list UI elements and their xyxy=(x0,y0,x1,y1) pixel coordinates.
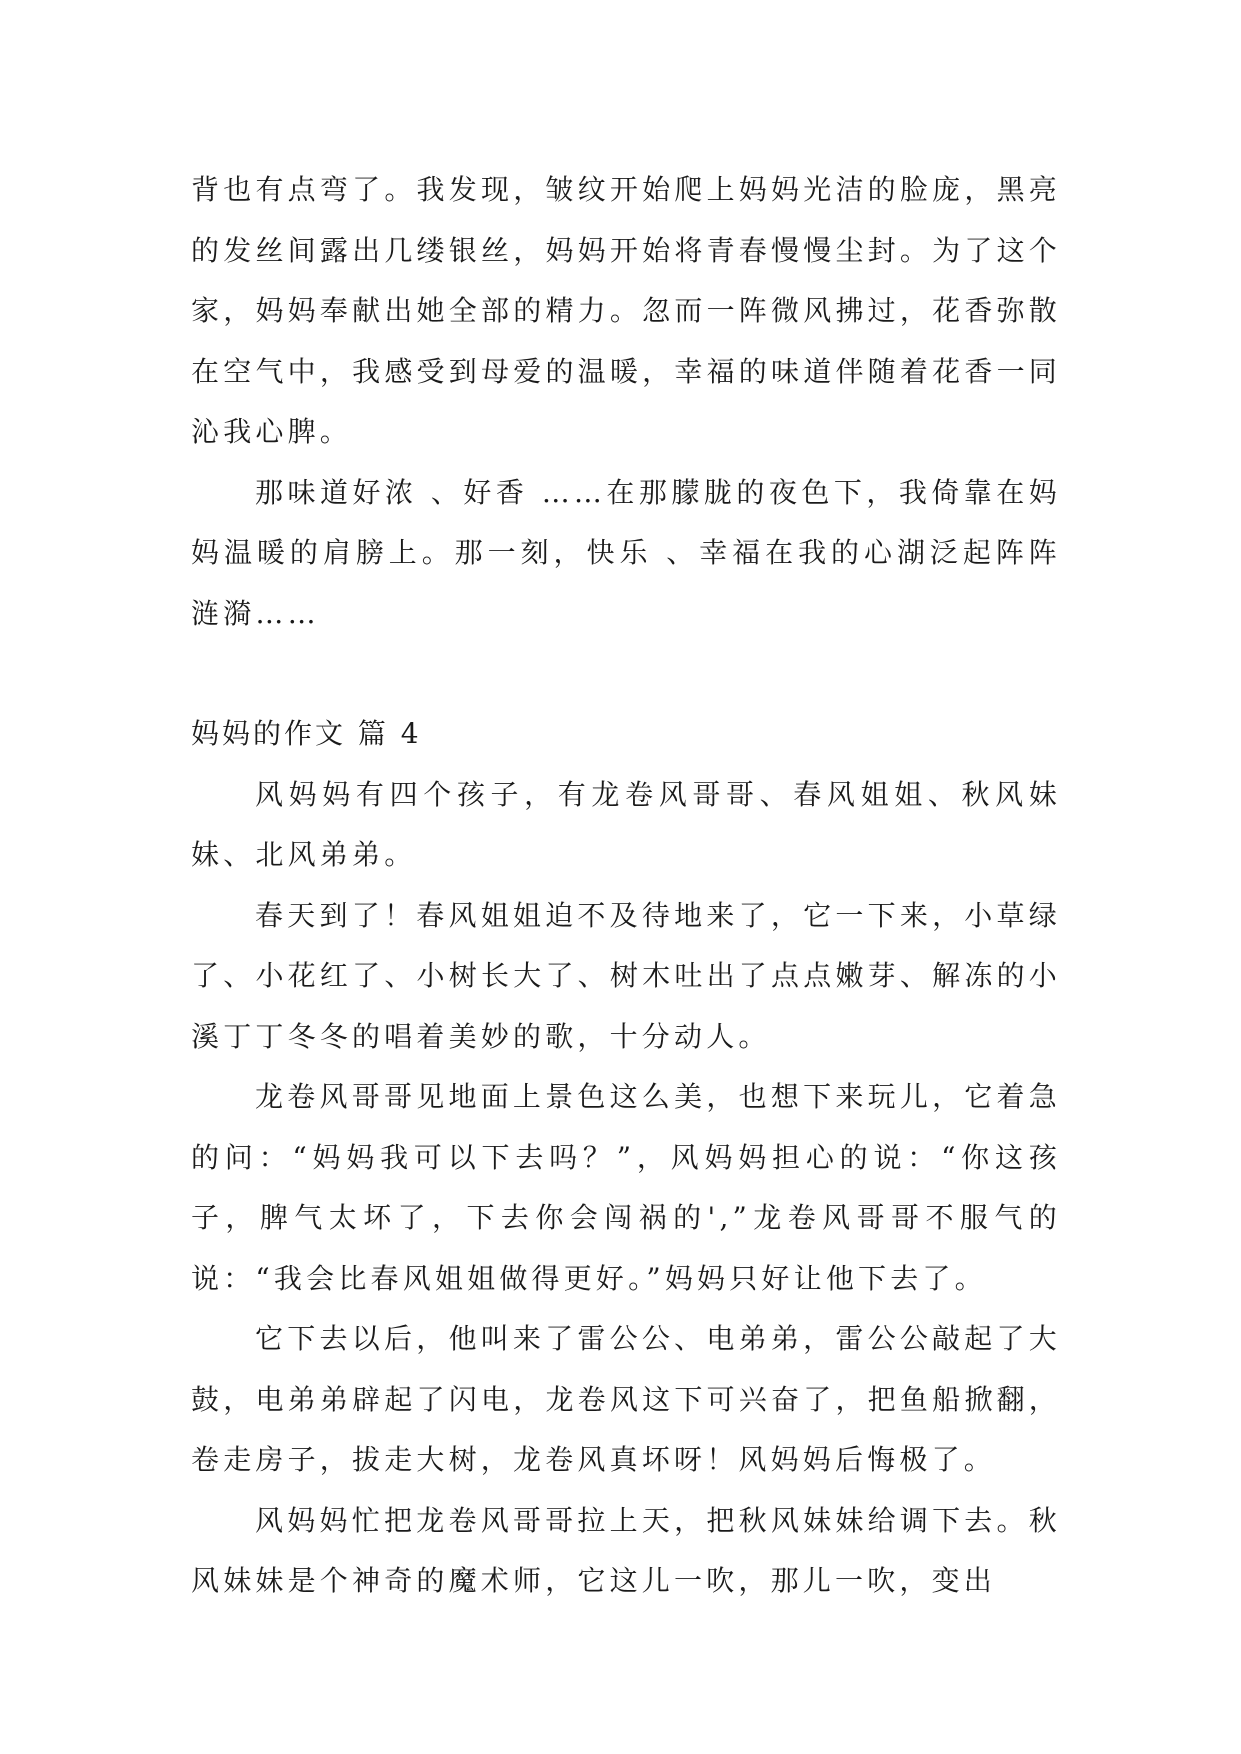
paragraph-tornado-request: 龙卷风哥哥见地面上景色这么美，也想下来玩儿，它着急的问：“妈妈我可以下去吗？”，风妈妈担心的说：“你这孩子，脾气太坏了，下去你会闯祸的',”龙卷风哥哥不服气的说：“我会比春风姐姐做得更好。”妈妈只好让他下去了。 xyxy=(191,1080,1061,1295)
paragraph-tornado-damage: 它下去以后，他叫来了雷公公、电弟弟，雷公公敲起了大鼓，电弟弟辟起了闪电，龙卷风这下可兴奋了，把鱼船掀翻，卷走房子，拔走大树，龙卷风真坏呀！风妈妈后悔极了。 xyxy=(191,1322,1061,1476)
section-heading: 妈妈的作文 篇 4 xyxy=(191,717,422,750)
paragraph-intro: 风妈妈有四个孩子，有龙卷风哥哥、春风姐姐、秋风妹妹、北风弟弟。 xyxy=(191,777,1061,871)
paragraph-continuation: 背也有点弯了。我发现，皱纹开始爬上妈妈光洁的脸庞，黑亮的发丝间露出几缕银丝，妈妈开始将青春慢慢尘封。为了这个家，妈妈奉献出她全部的精力。忽而一阵微风拂过，花香弥散在空气中，我感受到母爱的温暖，幸福的味道伴随着花香一同沁我心脾。 xyxy=(191,173,1061,448)
paragraph-spring: 春天到了！春风姐姐迫不及待地来了，它一下来，小草绿了、小花红了、小树长大了、树木吐出了点点嫩芽、解冻的小溪丁丁冬冬的唱着美妙的歌，十分动人。 xyxy=(191,898,1061,1053)
document-body xyxy=(191,160,1061,1612)
paragraph-closing: 那味道好浓 、好香 ……在那朦胧的夜色下，我倚靠在妈妈温暖的肩膀上。那一刻，快乐 、幸福在我的心湖泛起阵阵涟漪…… xyxy=(191,475,1061,630)
paragraph-autumn: 风妈妈忙把龙卷风哥哥拉上天，把秋风妹妹给调下去。秋风妹妹是个神奇的魔术师，它这儿一吹，那儿一吹，变出 xyxy=(191,1503,1061,1597)
